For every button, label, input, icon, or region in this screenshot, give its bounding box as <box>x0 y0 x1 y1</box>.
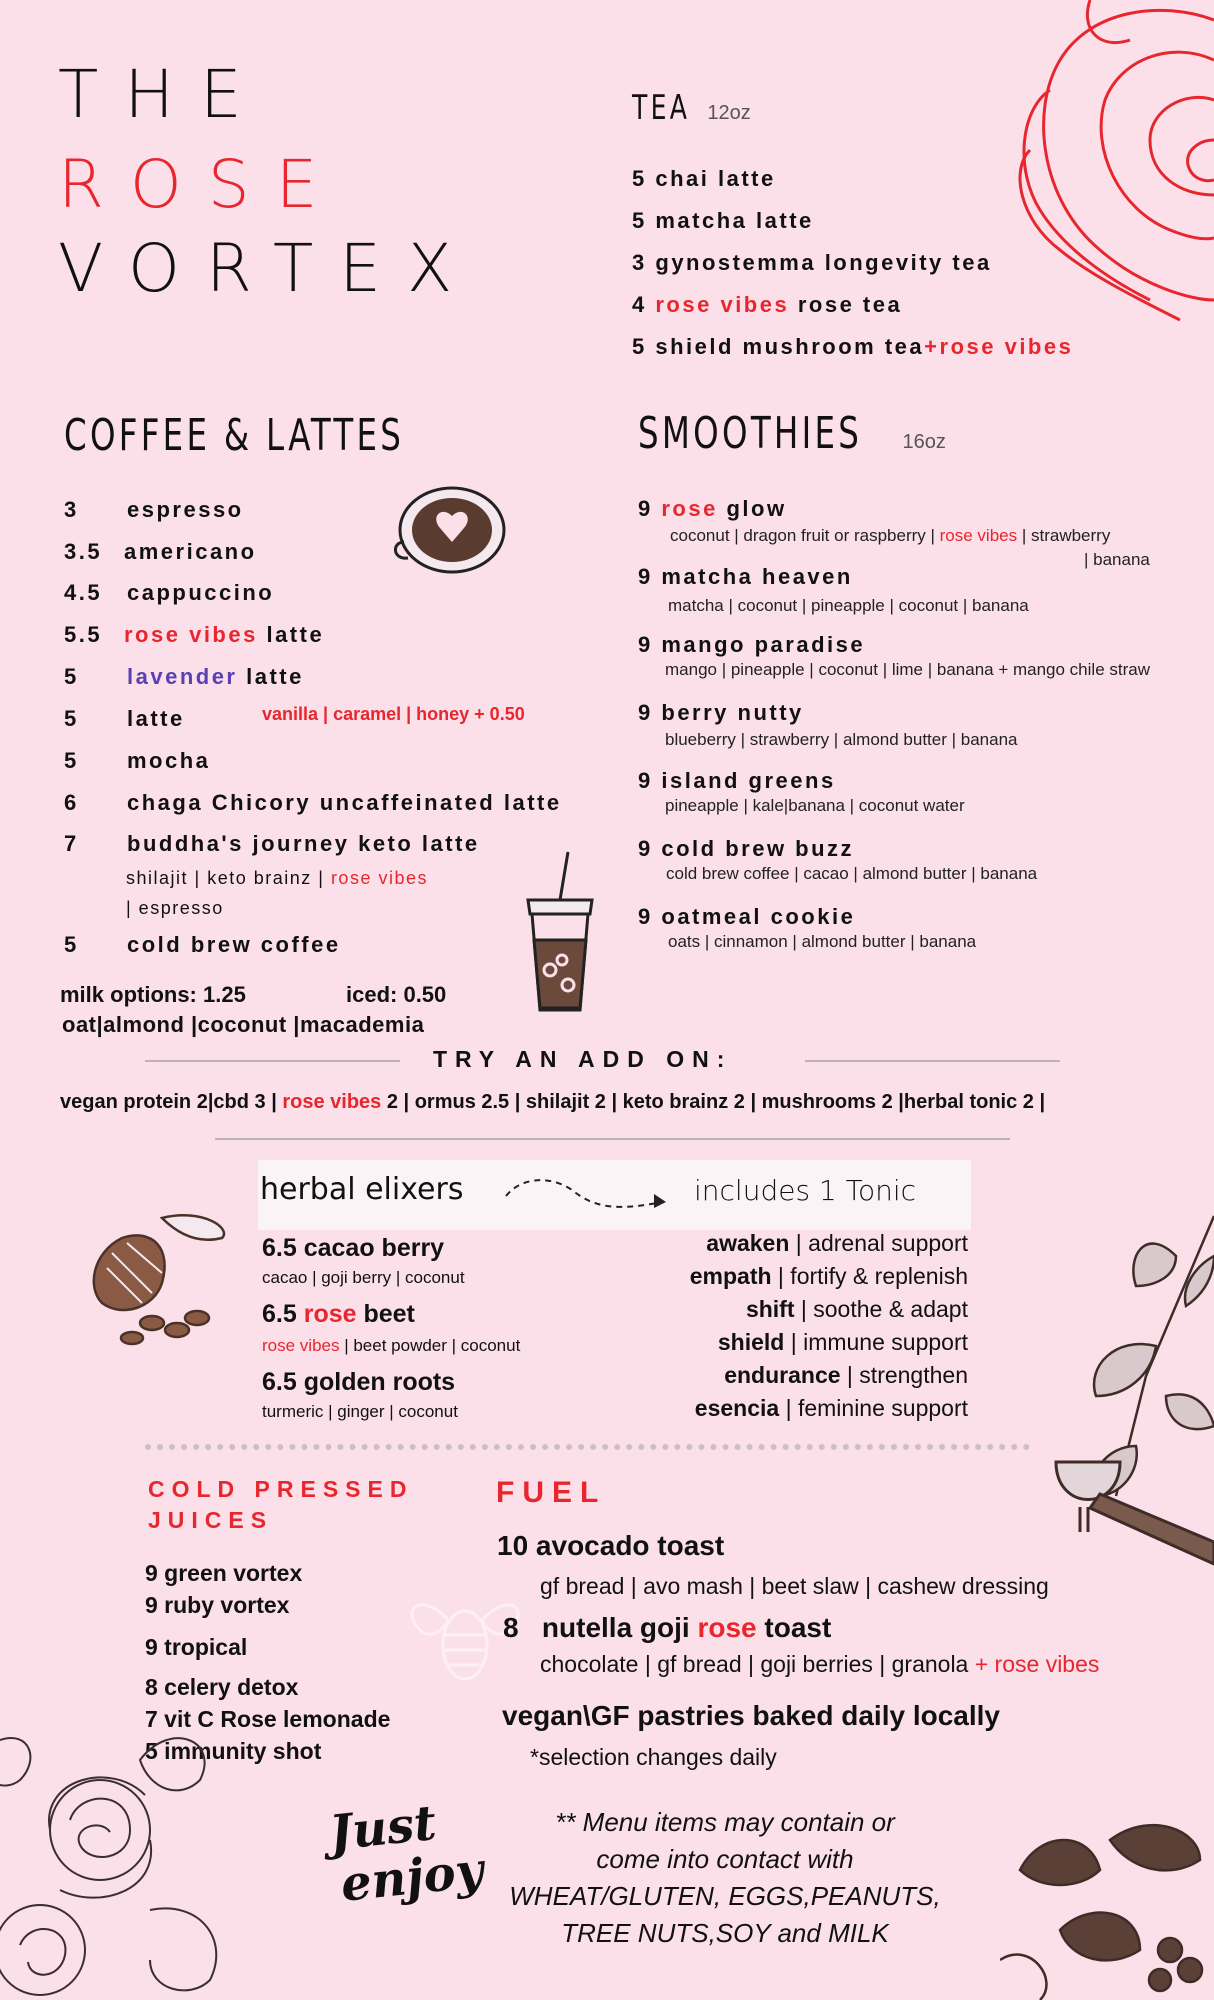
juices-heading: COLD PRESSED <box>148 1476 414 1502</box>
elixir-heading: herbal elixers <box>260 1172 464 1207</box>
tonic-item: esencia | feminine support <box>694 1395 968 1421</box>
elixir-ingredients: cacao | goji berry | coconut <box>262 1268 465 1287</box>
smoothie-ingredients: coconut | dragon fruit or raspberry | rose vibes | strawberry <box>670 526 1111 545</box>
list-item: 7 vit C Rose lemonade <box>145 1706 391 1732</box>
list-item-name: chaga Chicory uncaffeinated latte <box>127 790 562 815</box>
list-item: 9 cold brew buzz <box>638 836 855 861</box>
list-item-name: buddha's journey keto latte <box>127 831 480 856</box>
list-item: 6.5 rose beet <box>262 1300 415 1328</box>
list-item-name: cold brew coffee <box>127 932 341 957</box>
list-item: 6.5 cacao berry <box>262 1234 445 1262</box>
just-enjoy-script: Just enjoy <box>326 1794 486 1913</box>
list-item: 5 shield mushroom tea+rose vibes <box>632 334 1074 359</box>
list-item-name: americano <box>124 539 257 564</box>
tonic-item: endurance | strengthen <box>724 1362 968 1388</box>
smoothie-ingredients: mango | pineapple | coconut | lime | banana + mango chile straw <box>665 660 1150 679</box>
list-item: 9 rose glow <box>638 496 787 521</box>
rose-sketch-illustration <box>0 1700 250 2000</box>
list-item: 5 immunity shot <box>145 1738 322 1764</box>
tea-size: 12oz <box>707 102 751 124</box>
title-rose: ROSE <box>58 146 344 223</box>
list-item: 9 green vortex <box>145 1560 303 1586</box>
list-item: 6.5 golden roots <box>262 1368 456 1396</box>
elixir-ingredients: rose vibes | beet powder | coconut <box>262 1336 521 1355</box>
dotted-divider <box>145 1444 1030 1450</box>
arrow-icon <box>502 1172 672 1218</box>
list-item: 9 oatmeal cookie <box>638 904 856 929</box>
smoothies-size: 16oz <box>902 431 946 453</box>
coffee-heading: COFFEE & LATTES <box>64 410 405 461</box>
tonic-item: shift | soothe & adapt <box>745 1296 968 1322</box>
list-item-name: espresso <box>127 497 244 522</box>
fuel-ingredients: chocolate | gf bread | goji berries | granola + rose vibes <box>540 1651 1100 1677</box>
divider <box>215 1138 1010 1140</box>
list-item-name: cappuccino <box>127 580 275 605</box>
juices-heading-2: JUICES <box>148 1507 274 1533</box>
list-item: 5.5 <box>64 622 103 647</box>
smoothie-ingredients: cold brew coffee | cacao | almond butter | banana <box>666 864 1038 883</box>
allergen-disclaimer: ** Menu items may contain or come into contact with WHEAT/GLUTEN, EGGS,PEANUTS, TREE NUTS,SOY and MILK <box>509 1807 941 1948</box>
elixir-includes: includes 1 Tonic <box>694 1174 917 1207</box>
fuel-ingredients: gf bread | avo mash | beet slaw | cashew dressing <box>540 1573 1049 1599</box>
pastries-note: *selection changes daily <box>530 1744 777 1770</box>
list-item: 3 gynostemma longevity tea <box>632 250 992 275</box>
smoothie-ingredients-2: | banana <box>1084 550 1150 569</box>
addon-heading: TRY AN ADD ON: <box>433 1046 733 1072</box>
elixir-ingredients: turmeric | ginger | coconut <box>262 1402 458 1421</box>
list-item: 5 <box>64 706 79 731</box>
list-item-name: rose vibes latte <box>124 622 325 647</box>
divider <box>805 1060 1060 1062</box>
milk-list: oat|almond |coconut |macademia <box>62 1012 425 1037</box>
list-item: 9 mango paradise <box>638 632 866 657</box>
buddha-ingredients: shilajit | keto brainz | rose vibes <box>126 868 428 888</box>
list-item: 5 <box>64 664 79 689</box>
coffee-branch-bottom-illustration <box>1000 1810 1214 2000</box>
tonic-item: awaken | adrenal support <box>706 1230 968 1256</box>
list-item-name: mocha <box>127 748 211 773</box>
divider <box>145 1060 400 1062</box>
list-item: 9 matcha heaven <box>638 564 853 589</box>
list-item: 8 nutella goji rose toast <box>503 1612 832 1643</box>
smoothie-ingredients: pineapple | kale|banana | coconut water <box>665 796 965 815</box>
smoothie-ingredients: oats | cinnamon | almond butter | banana <box>668 932 977 951</box>
list-item: 9 tropical <box>145 1634 248 1660</box>
iced-upcharge: iced: 0.50 <box>346 982 447 1007</box>
title-vortex: VORTEX <box>58 230 479 307</box>
buddha-ingredients-2: | espresso <box>126 898 224 918</box>
list-item: 9 island greens <box>638 768 836 793</box>
list-item: 4.5 <box>64 580 103 605</box>
list-item: 9 ruby vortex <box>145 1592 290 1618</box>
list-item: 4 rose vibes rose tea <box>632 292 903 317</box>
list-item-name: lavender latte <box>127 664 304 689</box>
list-item: 3.5 <box>64 539 103 564</box>
list-item: 6 <box>64 790 79 815</box>
list-item: 5 <box>64 932 79 957</box>
tonic-item: shield | immune support <box>717 1329 968 1355</box>
smoothie-ingredients: blueberry | strawberry | almond butter | banana <box>665 730 1018 749</box>
pastries: vegan\GF pastries baked daily locally <box>502 1700 1000 1731</box>
milk-options: milk options: 1.25 <box>60 982 246 1007</box>
list-item-name: latte <box>127 706 185 731</box>
addon-list: vegan protein 2|cbd 3 | rose vibes 2 | ormus 2.5 | shilajit 2 | keto brainz 2 | mushrooms 2 |herbal tonic 2 | <box>60 1091 1046 1113</box>
list-item: 8 celery detox <box>145 1674 299 1700</box>
tonic-item: empath | fortify & replenish <box>689 1263 968 1289</box>
cacao-pod-icon <box>82 1198 232 1348</box>
list-item: 5 chai latte <box>632 166 776 191</box>
title-the: THE <box>58 56 268 133</box>
portafilter-icon <box>1050 1452 1214 1572</box>
latte-flavors: vanilla | caramel | honey + 0.50 <box>262 704 525 724</box>
iced-drink-icon <box>520 850 600 1016</box>
rose-illustration <box>1010 0 1214 330</box>
list-item: 3 <box>64 497 79 522</box>
coffee-cup-icon <box>390 480 514 580</box>
fuel-heading: FUEL <box>496 1476 607 1509</box>
list-item: 7 <box>64 831 79 856</box>
smoothie-ingredients: matcha | coconut | pineapple | coconut | banana <box>668 596 1029 615</box>
smoothies-heading: SMOOTHIES 16oz <box>638 408 946 459</box>
list-item: 9 berry nutty <box>638 700 804 725</box>
list-item: 5 <box>64 748 79 773</box>
list-item: 10 avocado toast <box>497 1530 725 1561</box>
list-item: 5 matcha latte <box>632 208 814 233</box>
tea-heading: TEA 12oz <box>632 88 751 128</box>
